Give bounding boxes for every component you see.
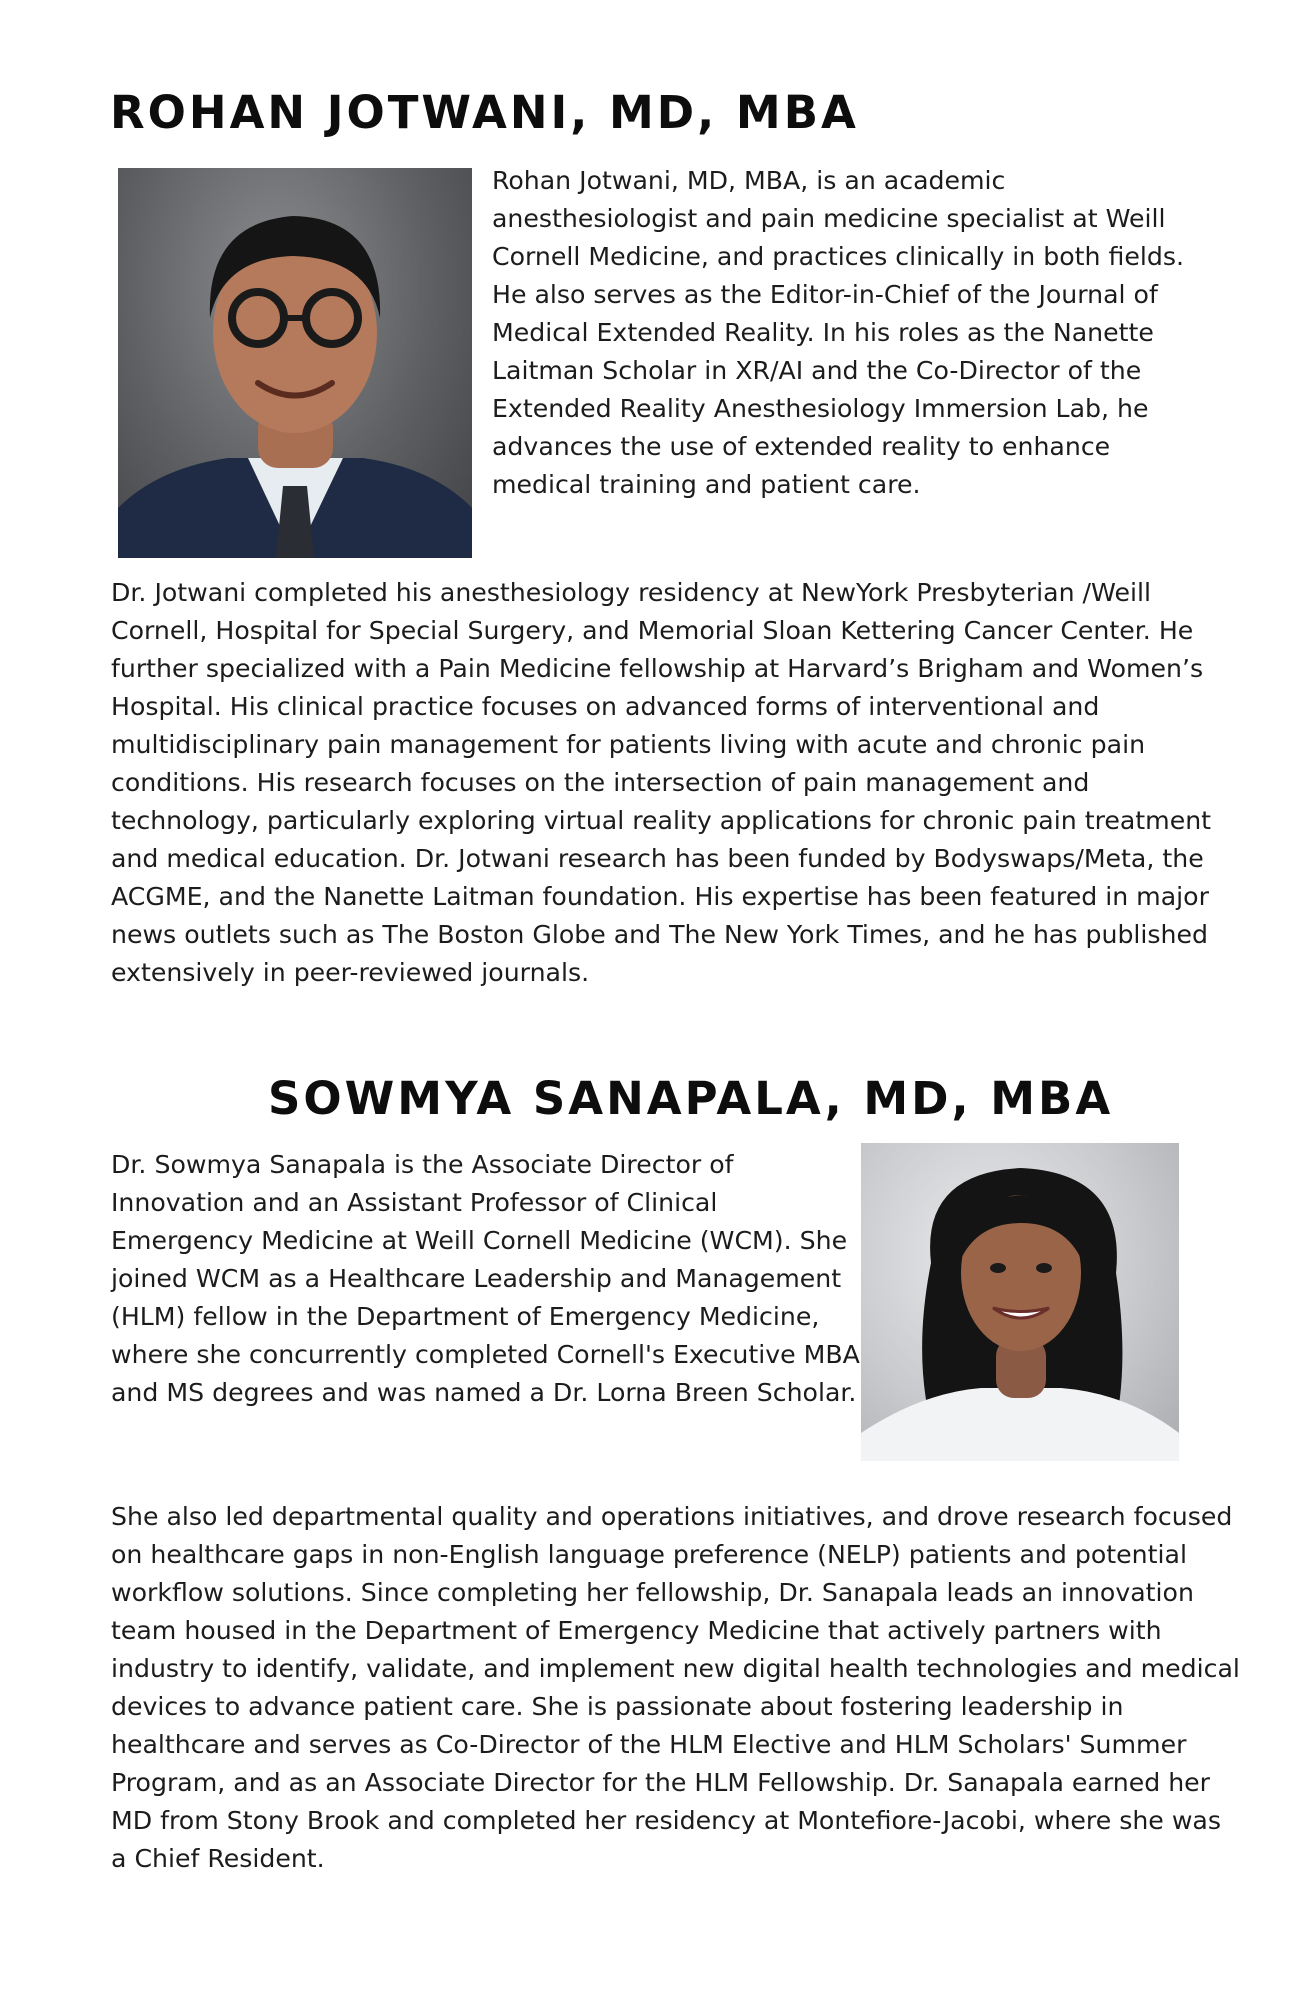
portrait-photo-rohan-jotwani [118, 168, 472, 558]
heading-sowmya-sanapala: SOWMYA SANAPALA, MD, MBA [268, 1072, 1114, 1125]
bio-intro-sowmya-sanapala: Dr. Sowmya Sanapala is the Associate Director of Innovation and an Assistant Professor of Clinical Emergency Medicine at Weill Cornell Medicine (WCM). She joined WCM as a Healthcare Leadership and Management (HLM) fellow in the Department of Emergency Medicine, where she concurrently completed Cornell's Executive MBA and MS degrees and was named a Dr. Lorna Breen Scholar. [111, 1150, 860, 1407]
bio-body-sowmya-sanapala: She also led departmental quality and operations initiatives, and drove research focused on healthcare gaps in non-English language preference (NELP) patients and potential workflow solutions. Since completing her fellowship, Dr. Sanapala leads an innovation team housed in the Department of Emergency Medicine that actively partners with industry to identify, validate, and implement new digital health technologies and medical devices to advance patient care. She is passionate about fostering leadership in healthcare and serves as Co-Director of the HLM Elective and HLM Scholars' Summer Program, and as an Associate Director for the HLM Fellowship. Dr. Sanapala earned her MD from Stony Brook and completed her residency at Montefiore-Jacobi, where she was a Chief Resident. [111, 1502, 1240, 1873]
portrait-photo-sowmya-sanapala [861, 1143, 1179, 1461]
portrait-icon [118, 168, 472, 558]
bio-body-rohan-jotwani: Dr. Jotwani completed his anesthesiology residency at NewYork Presbyterian /Weill Cornell, Hospital for Special Surgery, and Memorial Sloan Kettering Cancer Center. He further specialized with a Pain Medicine fellowship at Harvard’s Brigham and Women’s Hospital. His clinical practice focuses on advanced forms of interventional and multidisciplinary pain management for patients living with acute and chronic pain conditions. His research focuses on the intersection of pain management and technology, particularly exploring virtual reality applications for chronic pain treatment and medical education. Dr. Jotwani research has been funded by Bodyswaps/Meta, the ACGME, and the Nanette Laitman foundation. His expertise has been featured in major news outlets such as The Boston Globe and The New York Times, and he has published extensively in peer-reviewed journals. [111, 578, 1212, 987]
heading-rohan-jotwani: ROHAN JOTWANI, MD, MBA [110, 86, 859, 139]
portrait-icon [861, 1143, 1179, 1461]
bio-intro-rohan-jotwani: Rohan Jotwani, MD, MBA, is an academic anesthesiologist and pain medicine specialist at Weill Cornell Medicine, and practices clinically in both fields. He also serves as the Editor-in-Chief of the Journal of Medical Extended Reality. In his roles as the Nanette Laitman Scholar in XR/AI and the Co-Director of the Extended Reality Anesthesiology Immersion Lab, he advances the use of extended reality to enhance medical training and patient care. [492, 166, 1184, 499]
